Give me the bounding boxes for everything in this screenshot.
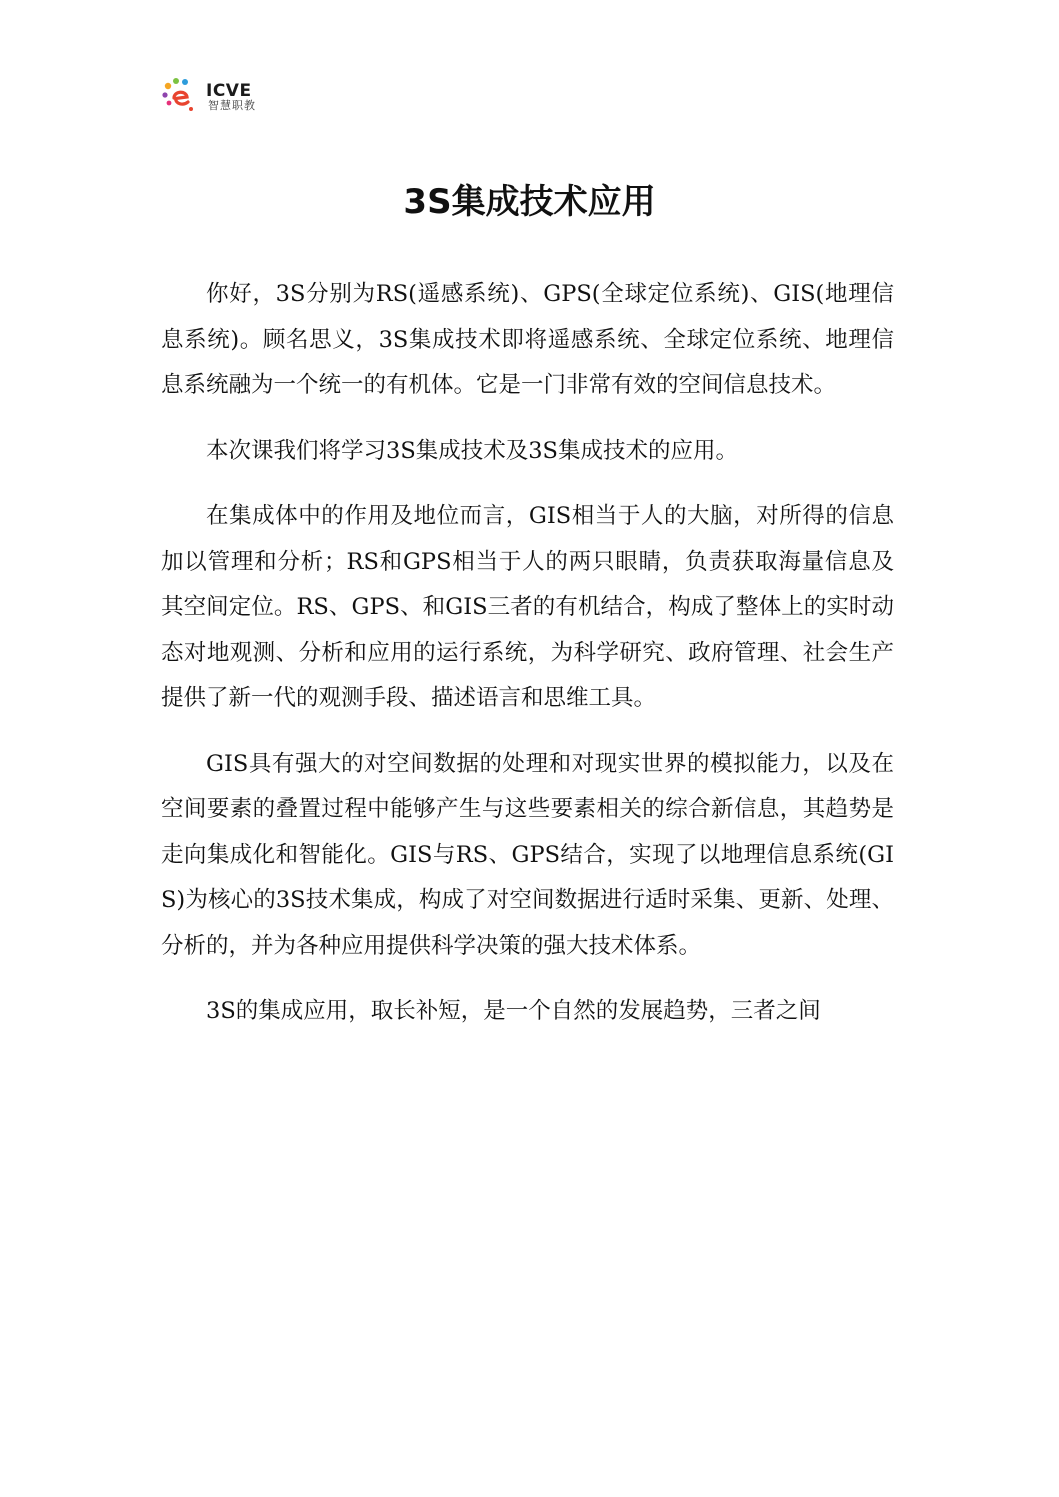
icve-logo-icon (160, 76, 202, 118)
paragraph: 3S的集成应用，取长补短，是一个自然的发展趋势，三者之间 (206, 998, 821, 1024)
logo-brand-text: ICVE (206, 81, 252, 101)
document-body (161, 272, 894, 1055)
paragraph: GIS具有强大的对空间数据的处理和对现实世界的模拟能力，以及在空间要素的叠置过程中能够产生与这些要素相关的综合新信息，其趋势是走向集成化和智能化。GIS与RS、GPS结合，实现了以地理信息系统(GIS)为核心的3S技术集成，构成了对空间数据进行适时采集、更新、处理、分析的，并为各种应用提供科学决策的强大技术体系。 (161, 750, 894, 959)
logo-subtitle: 智慧职教 (208, 99, 256, 112)
icve-logo (160, 76, 270, 120)
paragraph: 你好，3S分别为RS(遥感系统)、GPS(全球定位系统)、GIS(地理信息系统)。顾名思义，3S集成技术即将遥感系统、全球定位系统、地理信息系统融为一个统一的有机体。它是一门非常有效的空间信息技术。 (161, 281, 894, 398)
paragraph: 在集成体中的作用及地位而言，GIS相当于人的大脑，对所得的信息加以管理和分析；RS和GPS相当于人的两只眼睛，负责获取海量信息及其空间定位。RS、GPS、和GIS三者的有机结合，构成了整体上的实时动态对地观测、分析和应用的运行系统，为科学研究、政府管理、社会生产提供了新一代的观测手段、描述语言和思维工具。 (161, 503, 894, 711)
paragraph: 本次课我们将学习3S集成技术及3S集成技术的应用。 (206, 437, 738, 464)
document-title: 3S集成技术应用 (403, 182, 656, 222)
